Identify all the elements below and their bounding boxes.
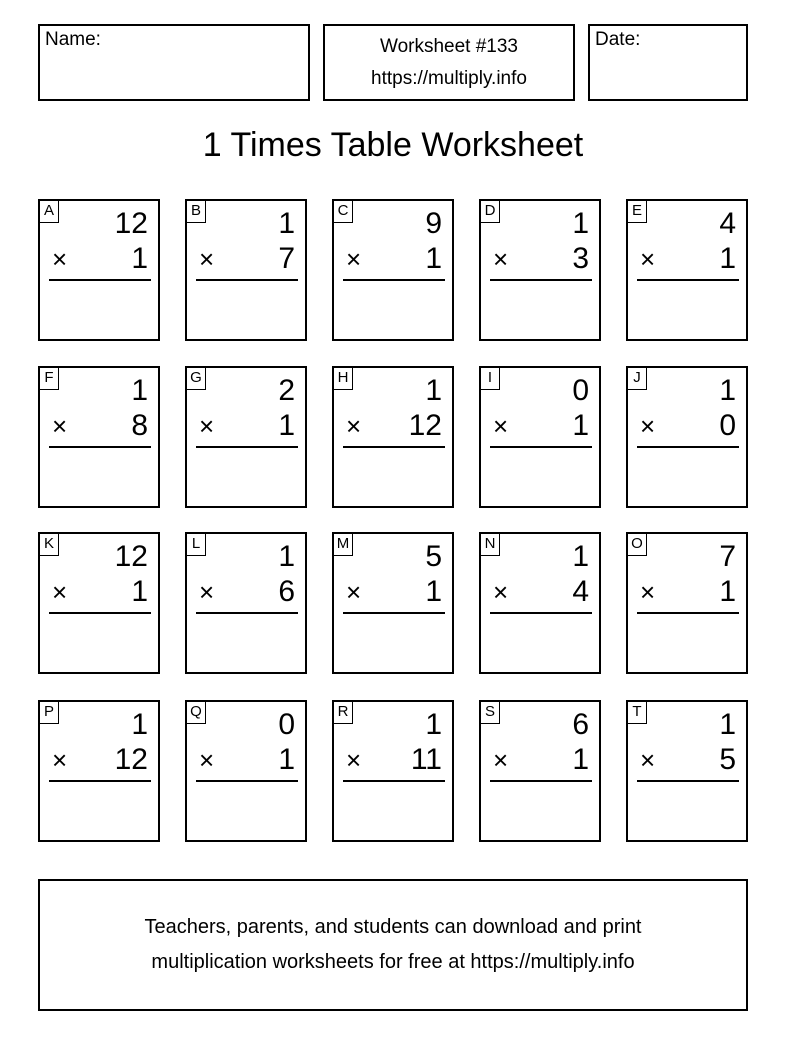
date-field-box [588,24,748,101]
problem-multiplicand: 4 [719,207,736,240]
answer-line [49,612,151,614]
worksheet-number: Worksheet #133 [379,36,518,57]
worksheet-url: https://multiply.info [371,68,527,89]
problem-multiplier: 0 [719,409,736,442]
problem-card [626,700,748,842]
problem-multiplier: 6 [278,575,295,608]
problem-letter: T [628,702,647,724]
problem-multiplicand: 1 [131,374,148,407]
problem-multiplicand: 1 [425,374,442,407]
problem-letter: G [187,368,206,390]
problem-multiplicand: 9 [425,207,442,240]
problem-multiplicand: 1 [572,207,589,240]
problem-multiplicand: 1 [278,207,295,240]
problem-letter: S [481,702,500,724]
times-sign: × [493,244,509,274]
problem-multiplier: 12 [408,409,442,442]
times-sign: × [346,411,362,441]
problem-multiplicand: 6 [572,708,589,741]
times-sign: × [640,577,656,607]
times-sign: × [199,745,215,775]
times-sign: × [493,745,509,775]
problem-card [38,366,160,508]
name-field-box [38,24,310,101]
problem-multiplier: 1 [278,409,295,442]
answer-line [343,446,445,448]
answer-line [49,780,151,782]
answer-line [637,446,739,448]
problem-card [185,700,307,842]
problem-multiplicand: 1 [719,374,736,407]
answer-line [196,279,298,281]
answer-line [196,612,298,614]
problem-letter: P [40,702,59,724]
problem-card [185,366,307,508]
problem-multiplicand: 1 [572,540,589,573]
footer-box [38,879,748,1011]
problem-card [185,199,307,341]
problem-multiplier: 7 [278,242,295,275]
name-label: Name: [45,29,101,50]
problem-multiplicand: 12 [114,207,148,240]
problem-multiplicand: 1 [425,708,442,741]
times-sign: × [52,577,68,607]
times-sign: × [199,577,215,607]
problem-multiplicand: 12 [114,540,148,573]
problem-multiplier: 1 [719,575,736,608]
answer-line [490,612,592,614]
problem-multiplicand: 5 [425,540,442,573]
answer-line [343,279,445,281]
problem-letter: A [40,201,59,223]
problem-card [185,532,307,674]
answer-line [49,279,151,281]
problem-letter: H [334,368,353,390]
problem-card [332,700,454,842]
problem-card [479,700,601,842]
problem-multiplier: 3 [572,242,589,275]
answer-line [637,612,739,614]
problem-multiplicand: 1 [131,708,148,741]
answer-line [343,780,445,782]
times-sign: × [346,244,362,274]
answer-line [637,780,739,782]
problem-card [479,366,601,508]
answer-line [343,612,445,614]
worksheet-info-box [323,24,575,101]
problem-multiplicand: 1 [719,708,736,741]
problem-letter: I [481,368,500,390]
problem-letter: F [40,368,59,390]
answer-line [490,446,592,448]
problem-multiplicand: 0 [572,374,589,407]
problem-multiplier: 1 [719,242,736,275]
times-sign: × [346,745,362,775]
answer-line [49,446,151,448]
problem-letter: E [628,201,647,223]
times-sign: × [199,244,215,274]
problem-letter: N [481,534,500,556]
problem-card [332,199,454,341]
times-sign: × [640,411,656,441]
problem-letter: L [187,534,206,556]
page-title: 1 Times Table Worksheet [202,126,584,164]
problem-card [38,199,160,341]
problem-letter: B [187,201,206,223]
problem-card [332,532,454,674]
problem-letter: O [628,534,647,556]
problem-multiplicand: 0 [278,708,295,741]
problem-multiplier: 1 [131,575,148,608]
answer-line [196,780,298,782]
problem-letter: Q [187,702,206,724]
problem-letter: C [334,201,353,223]
problem-card [479,199,601,341]
answer-line [637,279,739,281]
times-sign: × [52,411,68,441]
times-sign: × [493,411,509,441]
problem-multiplier: 5 [719,743,736,776]
problem-card [332,366,454,508]
problem-multiplier: 1 [425,575,442,608]
times-sign: × [640,244,656,274]
problem-multiplier: 1 [278,743,295,776]
problem-multiplier: 1 [425,242,442,275]
times-sign: × [640,745,656,775]
times-sign: × [199,411,215,441]
problem-multiplier: 1 [572,743,589,776]
problem-card [626,366,748,508]
problem-multiplier: 11 [410,743,442,776]
footer-text-line-1: Teachers, parents, and students can download and print [144,916,642,938]
problem-card [38,532,160,674]
problem-multiplicand: 2 [278,374,295,407]
problem-letter: D [481,201,500,223]
date-label: Date: [595,29,641,50]
footer-text-line-2: multiplication worksheets for free at https://multiply.info [151,951,635,973]
problem-letter: M [334,534,353,556]
times-sign: × [52,745,68,775]
problem-card [479,532,601,674]
answer-line [490,279,592,281]
problem-multiplier: 12 [114,743,148,776]
times-sign: × [493,577,509,607]
problem-multiplier: 1 [572,409,589,442]
problem-multiplicand: 7 [719,540,736,573]
problem-multiplier: 1 [131,242,148,275]
problem-card [626,199,748,341]
problem-multiplier: 4 [572,575,589,608]
answer-line [490,780,592,782]
answer-line [196,446,298,448]
problem-multiplicand: 1 [278,540,295,573]
problem-letter: K [40,534,59,556]
times-sign: × [346,577,362,607]
problem-card [38,700,160,842]
times-sign: × [52,244,68,274]
problem-multiplier: 8 [131,409,148,442]
problem-letter: J [628,368,647,390]
problem-card [626,532,748,674]
problem-letter: R [334,702,353,724]
